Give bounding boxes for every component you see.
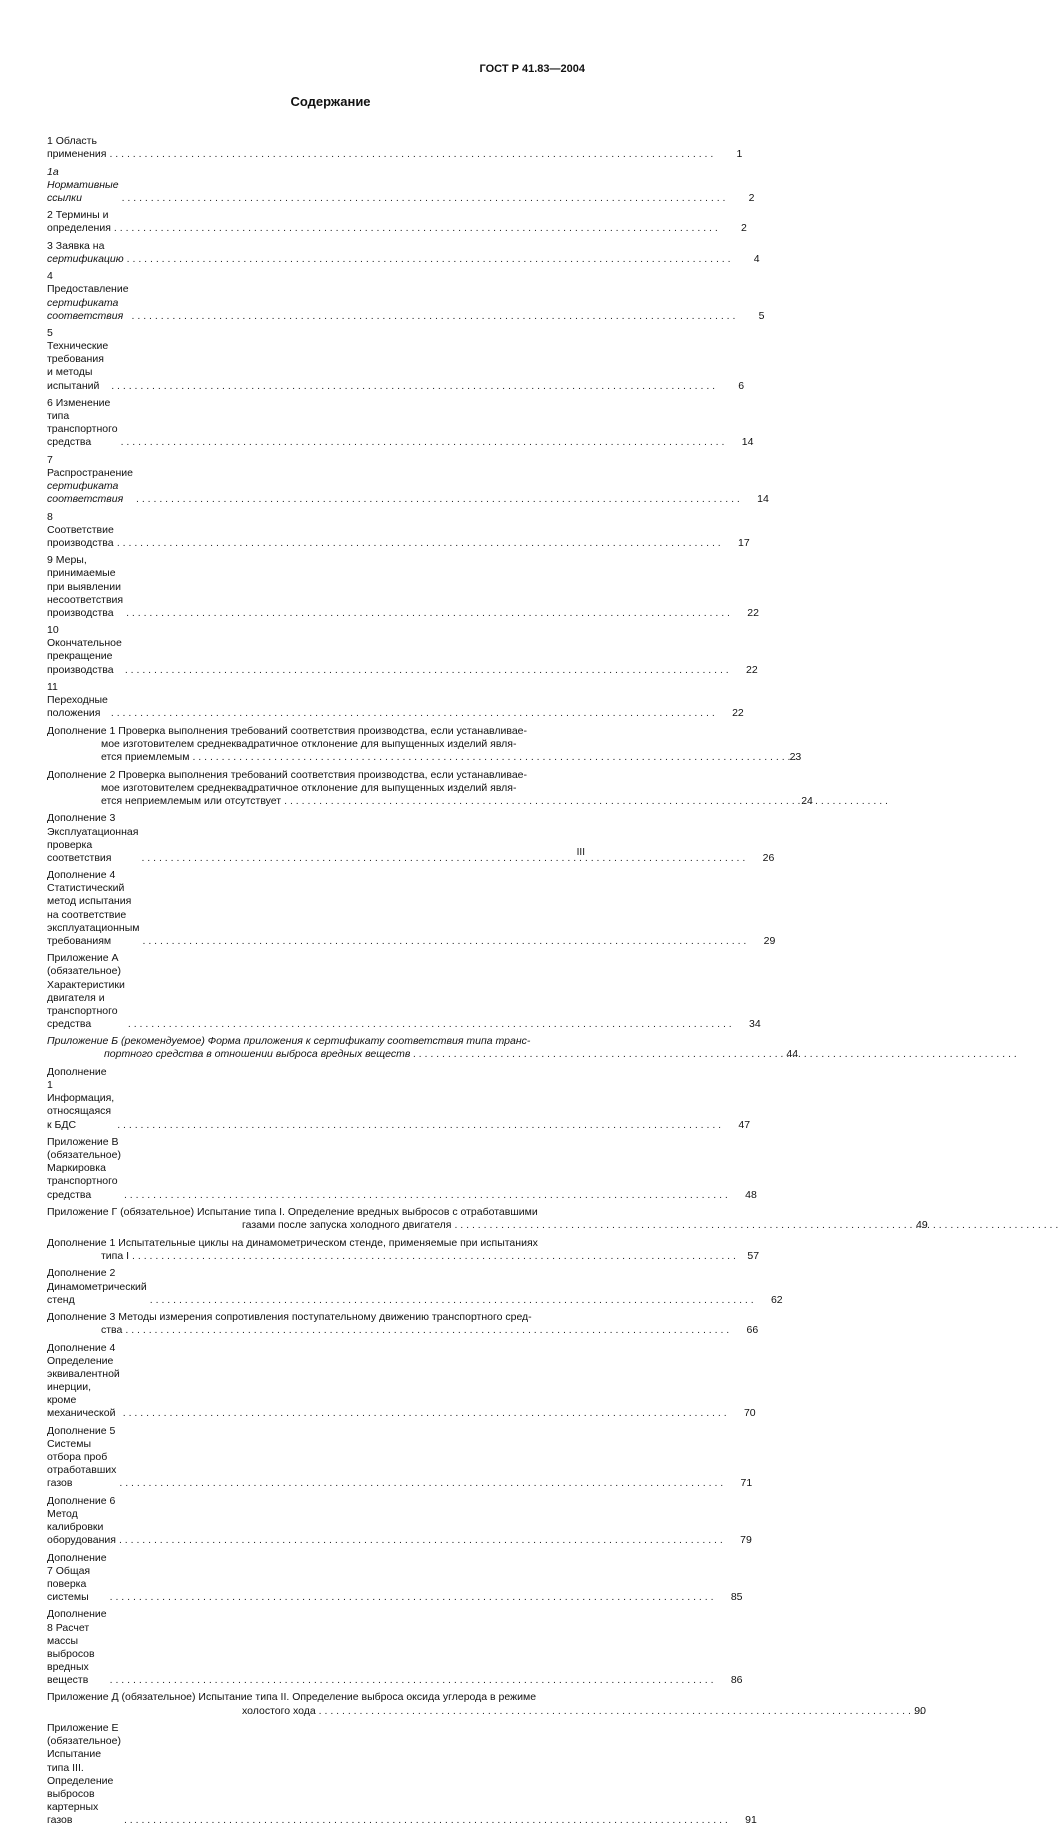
dot-leader bbox=[117, 1119, 721, 1132]
toc-entry-text: холостого хода bbox=[242, 1704, 316, 1717]
toc-entry-text: 2 Термины и определения bbox=[47, 209, 111, 235]
dot-leader bbox=[124, 1814, 728, 1827]
toc-page-number: 79 bbox=[740, 1534, 752, 1547]
toc-entry-text: Приложение В (обязательное) Маркировка транспортного средства bbox=[47, 1136, 121, 1201]
toc-entry-text: 7 Распространение bbox=[47, 453, 133, 479]
toc-entry-text: типа I bbox=[101, 1249, 130, 1262]
toc-entry-text: Дополнение 8 Расчет массы выбросов вредных веществ bbox=[47, 1608, 107, 1687]
toc-page-number: 86 bbox=[730, 1674, 743, 1687]
toc-entry-continuation bbox=[101, 795, 787, 808]
dot-leader bbox=[117, 537, 721, 550]
toc-entry-title bbox=[47, 240, 124, 266]
toc-entry-title bbox=[47, 769, 787, 808]
toc-entry-text: Дополнение 1 Проверка выполнения требований соответствия производства, если устанавливае- bbox=[47, 724, 527, 737]
dot-leader bbox=[123, 1407, 727, 1420]
toc-entry-continuation bbox=[104, 1048, 772, 1061]
toc-entry-text: ется приемлемым bbox=[101, 750, 190, 763]
toc-page-number: 85 bbox=[730, 1590, 743, 1603]
toc-entry[interactable] bbox=[47, 1551, 743, 1605]
dot-leader bbox=[125, 664, 729, 677]
toc-entry-text: Дополнение 1 Информация, относящаяся к БДС bbox=[47, 1066, 115, 1131]
toc-entry-text: сертификата соответствия bbox=[47, 480, 124, 506]
toc-entry-text: сертификата соответствия bbox=[47, 296, 124, 322]
toc-entry[interactable] bbox=[47, 554, 759, 620]
toc-page-number: 91 bbox=[745, 1814, 757, 1827]
toc-entry-text: Приложение Д (обязательное) Испытание типа II. Определение выброса оксида углерода в режиме bbox=[47, 1691, 537, 1704]
toc-entry-title bbox=[47, 511, 114, 550]
toc-entry-text: Дополнение 3 Методы измерения сопротивления поступательному движению транспортного сред- bbox=[47, 1311, 532, 1324]
toc-entry-text: Дополнение 6 Метод калибровки оборудования bbox=[47, 1494, 116, 1547]
toc-entry-text: 11 Переходные положения bbox=[47, 681, 108, 720]
toc-page-number: 49 bbox=[915, 1219, 928, 1232]
toc-entry[interactable] bbox=[47, 768, 813, 808]
toc-entry-continuation bbox=[101, 1250, 733, 1263]
toc-entry-title bbox=[47, 812, 138, 865]
toc-entry-text: 8 Соответствие производства bbox=[47, 510, 114, 549]
toc-entry-title bbox=[47, 209, 111, 235]
toc-entry[interactable] bbox=[47, 952, 761, 1031]
toc-page-number: 66 bbox=[746, 1324, 759, 1337]
toc-page-number: 90 bbox=[914, 1704, 926, 1717]
toc-entry-title bbox=[47, 1206, 902, 1232]
toc-entry-title bbox=[47, 454, 133, 507]
toc-entry-title bbox=[47, 1035, 772, 1061]
toc-entry-text: газами после запуска холодного двигателя bbox=[242, 1219, 452, 1232]
dot-leader bbox=[132, 1250, 736, 1263]
toc-entry[interactable] bbox=[47, 1722, 757, 1827]
toc-entry-continuation bbox=[242, 1705, 900, 1718]
dot-leader bbox=[136, 493, 740, 506]
toc-entry[interactable] bbox=[47, 1035, 799, 1061]
toc-entry-text: 1 Область применения bbox=[47, 135, 107, 161]
toc-entry[interactable] bbox=[47, 1494, 752, 1548]
toc-entry-title bbox=[47, 1552, 107, 1605]
toc-entry-text: 6 Изменение типа транспортного средства bbox=[47, 397, 118, 449]
toc-entry-text: ства bbox=[101, 1324, 123, 1337]
toc-entry[interactable] bbox=[47, 869, 776, 948]
toc-entry-title bbox=[47, 1066, 114, 1132]
toc-entry-title bbox=[47, 1136, 121, 1202]
toc-entry-title bbox=[47, 952, 125, 1031]
toc-entry-title bbox=[47, 624, 122, 677]
toc-page-number: 4 bbox=[753, 252, 760, 265]
toc-entry-text: Дополнение 7 Общая поверка системы bbox=[47, 1551, 107, 1603]
toc-page-number: 47 bbox=[738, 1118, 751, 1131]
toc-entry[interactable] bbox=[47, 165, 755, 205]
dot-leader bbox=[126, 607, 730, 620]
page-title: Содержание bbox=[290, 94, 371, 109]
toc-entry[interactable] bbox=[47, 1236, 760, 1263]
toc-entry-text: 9 Меры, принимаемые при выявлении несоответствия производства bbox=[47, 554, 124, 619]
toc-page-number: 22 bbox=[732, 707, 744, 720]
toc-page-number: 22 bbox=[747, 606, 759, 619]
toc-entry[interactable] bbox=[47, 724, 802, 764]
toc-entry-text: Дополнение 2 Проверка выполнения требований соответствия производства, если устанавливае- bbox=[47, 768, 527, 781]
toc-page-number: 6 bbox=[738, 379, 745, 392]
toc-entry[interactable] bbox=[47, 1311, 759, 1337]
dot-leader bbox=[142, 935, 746, 948]
toc-entry-title bbox=[47, 166, 119, 205]
toc-entry-text: Дополнение 3 Эксплуатационная проверка соответствия bbox=[47, 812, 139, 864]
toc-entry[interactable] bbox=[47, 1341, 756, 1421]
dot-leader bbox=[119, 1477, 723, 1490]
toc-entry-text: 10 Окончательное прекращение производства bbox=[47, 624, 122, 676]
toc-entry[interactable] bbox=[47, 209, 747, 235]
toc-entry[interactable] bbox=[47, 1608, 743, 1687]
toc-entry-continuation: мое изготовителем среднеквадратичное отклонение для выпущенных изделий явля- bbox=[101, 737, 517, 750]
toc-entry-title bbox=[47, 1342, 120, 1421]
toc-page-number: 2 bbox=[748, 191, 755, 204]
toc-page-number: 71 bbox=[740, 1477, 753, 1490]
toc-entry-continuation bbox=[101, 751, 775, 764]
toc-page-number: 5 bbox=[758, 309, 765, 322]
toc-entry[interactable] bbox=[47, 681, 744, 720]
toc-entry-title bbox=[47, 869, 139, 948]
dot-leader bbox=[110, 1674, 714, 1687]
toc-entry-text: 3 Заявка на bbox=[47, 239, 105, 252]
toc-page-number: 29 bbox=[763, 934, 776, 947]
toc-page-number: 34 bbox=[749, 1017, 761, 1030]
toc-entry[interactable] bbox=[47, 270, 765, 323]
toc-entry-continuation: мое изготовителем среднеквадратичное отклонение для выпущенных изделий явля- bbox=[101, 781, 517, 794]
dot-leader bbox=[128, 1018, 732, 1031]
toc-page-number: 70 bbox=[743, 1407, 756, 1420]
toc-page-number: 1 bbox=[736, 148, 743, 161]
dot-leader bbox=[111, 707, 715, 720]
toc-entry-title bbox=[47, 327, 108, 393]
dot-leader bbox=[150, 1294, 754, 1307]
dot-leader bbox=[124, 1189, 728, 1202]
toc-page-number: 14 bbox=[757, 493, 769, 506]
toc-entry[interactable] bbox=[47, 327, 745, 393]
toc-entry[interactable] bbox=[47, 1424, 753, 1491]
toc-entry-continuation bbox=[101, 1324, 732, 1337]
page-number: III bbox=[576, 847, 585, 858]
toc-page-number: 62 bbox=[770, 1293, 783, 1306]
toc-entry[interactable] bbox=[47, 1691, 926, 1717]
toc-entry-title bbox=[47, 397, 118, 450]
toc-entry[interactable] bbox=[47, 135, 743, 161]
toc-entry-title bbox=[47, 1495, 116, 1548]
toc-page-number: 57 bbox=[747, 1249, 760, 1262]
toc-entry-text: 4 Предоставление bbox=[47, 270, 129, 296]
toc-entry-text: Дополнение 4 Статистический метод испытания на соответствие эксплуатационным требованиям bbox=[47, 869, 140, 947]
document-code: ГОСТ Р 41.83—2004 bbox=[479, 63, 585, 75]
toc-entry-text: Приложение Б (рекомендуемое) Форма приложения к сертификату соответствия типа транс- bbox=[47, 1035, 531, 1048]
toc-entry-title bbox=[47, 1425, 116, 1491]
dot-leader bbox=[413, 1048, 1017, 1061]
toc-entry[interactable] bbox=[47, 624, 758, 677]
toc-entry[interactable] bbox=[47, 1136, 757, 1202]
toc-entry-text: Дополнение 1 Испытательные циклы на динамометрическом стенде, применяемые при испытаниях bbox=[47, 1236, 538, 1249]
toc-page-number: 2 bbox=[740, 222, 747, 235]
toc-entry[interactable] bbox=[47, 1066, 751, 1132]
toc-entry-text: 5 Технические требования и методы испытаний bbox=[47, 327, 109, 392]
toc-entry[interactable] bbox=[47, 1267, 783, 1306]
toc-entry-text: ется неприемлемым или отсутствует bbox=[101, 794, 282, 807]
toc-entry[interactable] bbox=[47, 397, 754, 450]
toc-page-number: 26 bbox=[762, 851, 775, 864]
table-of-contents bbox=[47, 135, 928, 1832]
dot-leader bbox=[109, 148, 713, 161]
toc-entry-text: Дополнение 5 Системы отбора проб отработавших газов bbox=[47, 1424, 117, 1490]
toc-entry[interactable] bbox=[47, 1205, 928, 1232]
dot-leader bbox=[454, 1219, 1058, 1232]
dot-leader bbox=[319, 1705, 923, 1718]
toc-entry-text: Дополнение 2 Динамометрический стенд bbox=[47, 1267, 147, 1306]
toc-entry-title bbox=[47, 554, 123, 620]
toc-entry-text: Приложение Г (обязательное) Испытание типа I. Определение вредных выбросов с отработавшими bbox=[47, 1205, 538, 1218]
toc-entry-title bbox=[47, 270, 129, 323]
toc-page-number: 48 bbox=[745, 1188, 757, 1201]
toc-page-number: 23 bbox=[789, 750, 802, 763]
toc-entry-text: сертификацию bbox=[47, 252, 124, 265]
toc-page-number: 24 bbox=[801, 794, 813, 807]
toc-entry[interactable] bbox=[47, 239, 760, 266]
toc-entry-title bbox=[47, 1722, 121, 1827]
dot-leader bbox=[110, 1591, 714, 1604]
dot-leader bbox=[119, 1534, 723, 1547]
toc-page-number: 17 bbox=[738, 536, 750, 549]
toc-entry[interactable] bbox=[47, 510, 750, 550]
toc-entry-title bbox=[47, 1267, 147, 1306]
dot-leader bbox=[192, 751, 796, 764]
dot-leader bbox=[141, 852, 745, 865]
toc-entry-text: 1а Нормативные ссылки bbox=[47, 165, 119, 204]
toc-entry-title bbox=[47, 725, 775, 764]
dot-leader bbox=[111, 380, 715, 393]
toc-entry-text: портного средства в отношении выброса вредных веществ bbox=[104, 1048, 411, 1061]
toc-entry-continuation bbox=[242, 1219, 902, 1232]
toc-entry-title bbox=[47, 1311, 732, 1337]
toc-entry-title bbox=[47, 135, 106, 161]
toc-page-number: 14 bbox=[741, 436, 754, 449]
toc-entry-title bbox=[47, 1608, 107, 1687]
toc-entry[interactable] bbox=[47, 453, 769, 507]
toc-entry-text: Дополнение 4 Определение эквивалентной инерции, кроме механической bbox=[47, 1341, 120, 1420]
toc-page-number: 44 bbox=[786, 1048, 799, 1061]
dot-leader bbox=[125, 1324, 729, 1337]
dot-leader bbox=[114, 222, 718, 235]
dot-leader bbox=[121, 436, 725, 449]
dot-leader bbox=[127, 253, 731, 266]
toc-entry-title bbox=[47, 1237, 733, 1263]
dot-leader bbox=[132, 310, 736, 323]
dot-leader bbox=[122, 192, 726, 205]
toc-entry-text: Приложение А (обязательное) Характеристики двигателя и транспортного средства bbox=[47, 952, 125, 1030]
toc-entry-title bbox=[47, 681, 108, 720]
toc-entry-title bbox=[47, 1691, 900, 1717]
toc-entry[interactable] bbox=[47, 812, 775, 865]
toc-page-number: 22 bbox=[746, 663, 758, 676]
toc-entry-text: Приложение Е (обязательное) Испытание типа III. Определение выбросов картерных газов bbox=[47, 1722, 121, 1827]
